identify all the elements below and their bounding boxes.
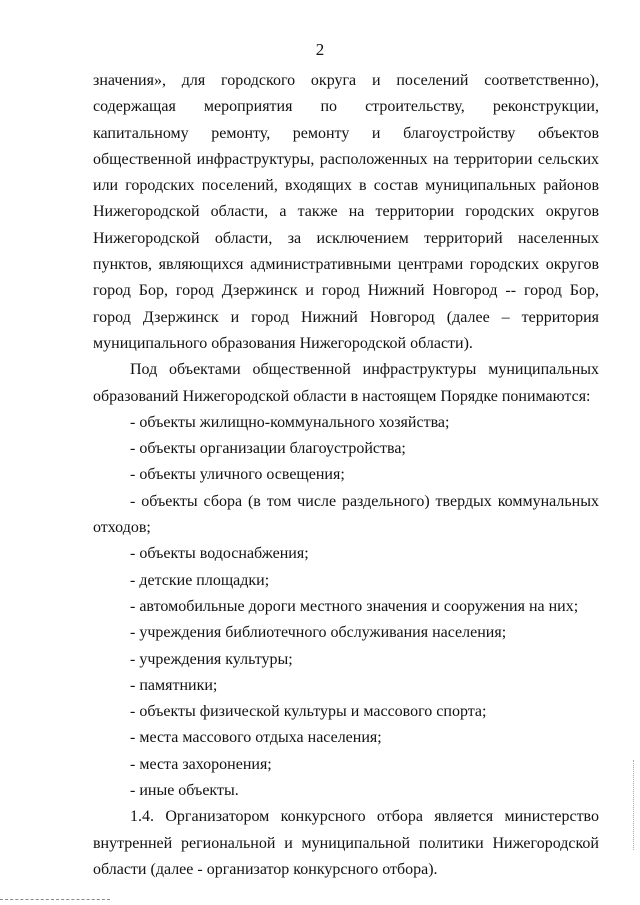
paragraph-continuation: значения», для городского округа и поселений соответственно), содержащая мероприятия по строительству, реконструкции, капитальному ремонту, ремонту и благоустройству объектов общественной инфраструктуры, расположенных на территории сельских или городских поселений, входящих в состав муниципальных районов Нижегородской области, а также на территории городских округов Нижегородской области, за исключением территорий населенных пунктов, являющихся административными центрами городских округов город Бор, город Дзержинск и город Нижний Новгород -- город Бор, город Дзержинск и город Нижний Новгород (далее – территория муниципального образования Нижегородской области). — [93, 72, 599, 352]
paragraph-organizer: 1.4. Организатором конкурсного отбора является министерство внутренней региональной и муниципальной политики Нижегородской области (далее - организатор конкурсного отбора). — [93, 808, 599, 878]
scan-artifact-bottom — [0, 899, 110, 900]
list-item: - места массового отдыха населения; — [130, 729, 382, 747]
list-item: - иные объекты. — [130, 782, 239, 800]
page-number: 2 — [315, 40, 325, 59]
document-body — [93, 68, 599, 883]
infrastructure-objects-list — [93, 410, 599, 804]
list-item: - памятники; — [130, 676, 218, 694]
list-item: - учреждения культуры; — [130, 650, 293, 668]
list-item: - объекты уличного освещения; — [130, 466, 345, 484]
list-item: - объекты сбора (в том числе раздельного) твердых коммунальных отходов; — [93, 492, 599, 537]
list-item: - объекты жилищно-коммунального хозяйства; — [130, 413, 450, 431]
list-item: - учреждения библиотечного обслуживания населения; — [130, 624, 507, 642]
list-item: - детские площадки; — [130, 571, 270, 589]
scan-artifact-right — [633, 760, 634, 850]
list-item: - места захоронения; — [130, 755, 272, 773]
list-item: - объекты организации благоустройства; — [130, 440, 406, 458]
list-item: - объекты водоснабжения; — [130, 545, 309, 563]
list-item: - объекты физической культуры и массового спорта; — [130, 703, 487, 721]
paragraph-definition: Под объектами общественной инфраструктуры муниципальных образований Нижегородской области в настоящем Порядке понимаются: — [93, 361, 599, 405]
list-item: - автомобильные дороги местного значения и сооружения на них; — [130, 597, 579, 615]
